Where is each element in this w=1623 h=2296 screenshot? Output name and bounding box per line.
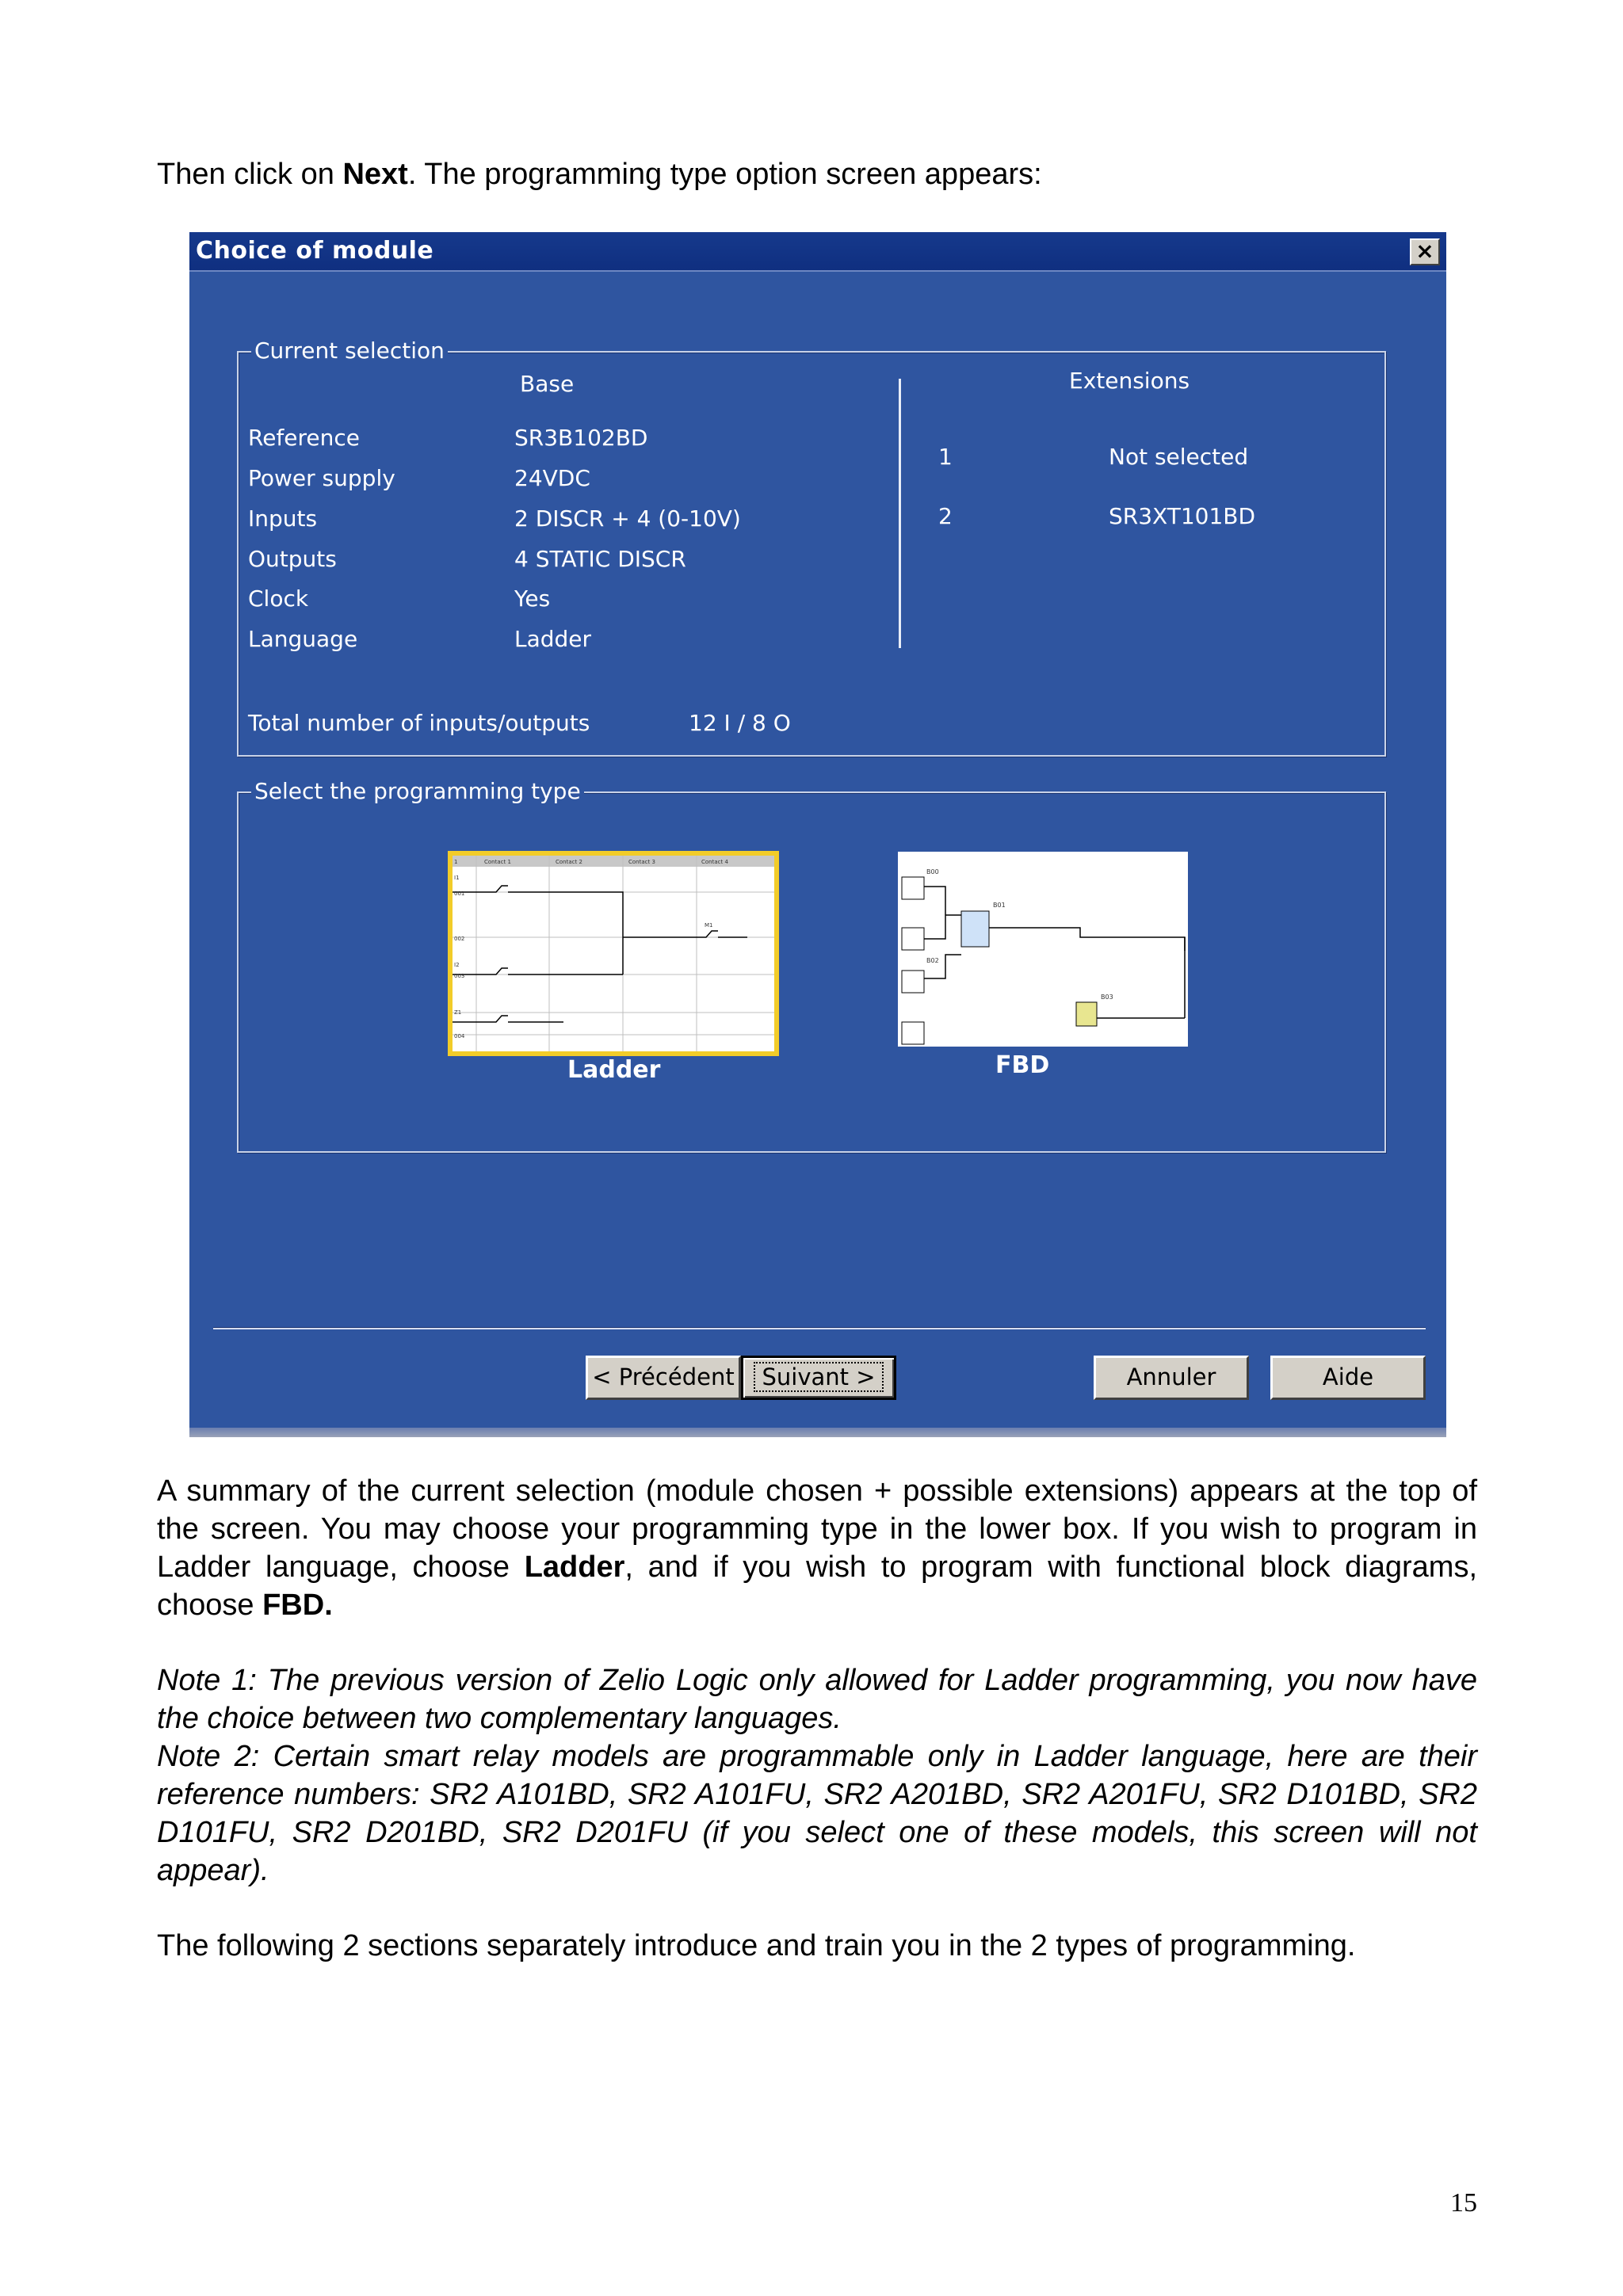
extension-2-number: 2 — [938, 503, 953, 529]
svg-text:Z1: Z1 — [454, 1009, 462, 1016]
svg-text:003: 003 — [454, 973, 465, 979]
previous-button[interactable]: < Précédent — [586, 1356, 741, 1400]
current-selection-legend: Current selection — [251, 338, 448, 364]
current-selection-group — [237, 338, 1386, 757]
svg-text:M1: M1 — [705, 922, 713, 929]
extension-1-value: Not selected — [1109, 444, 1249, 470]
extension-1-number: 1 — [938, 444, 953, 470]
svg-text:B01: B01 — [993, 902, 1006, 909]
note-1: Note 1: The previous version of Zelio Logic only allowed for Ladder programming, you now have the choice between two complementary languages. — [157, 1664, 1477, 1735]
svg-text:Contact 3: Contact 3 — [628, 859, 655, 865]
outputs-label: Outputs — [248, 546, 337, 572]
note-2: Note 2: Certain smart relay models are programmable only in Ladder language, here are their reference numbers: SR2 A101BD, SR2 A101FU, SR2 A201BD, SR2 A201FU, SR2 D101BD, SR2 D101FU, SR2 D201BD, SR2 D201FU (if you select one of these models, this screen will not appear). — [157, 1740, 1477, 1887]
svg-text:B00: B00 — [926, 868, 939, 875]
ladder-word: Ladder — [524, 1550, 625, 1584]
language-label: Language — [248, 626, 358, 652]
svg-text:001: 001 — [454, 891, 465, 897]
dialog-bottom-edge — [189, 1428, 1446, 1437]
intro-paragraph — [157, 155, 1477, 193]
power-supply-value: 24VDC — [514, 465, 590, 491]
summary-paragraph: A summary of the current selection (module chosen + possible extensions) appears at the top of the screen. You may choose your programming type in the lower box. If you wish to program in Ladder language, choose Ladder, and if you wish to program with functional block diagrams, choose FBD. — [157, 1474, 1477, 1622]
close-button[interactable]: × — [1410, 238, 1440, 265]
svg-text:B02: B02 — [926, 957, 939, 964]
following-sections-paragraph: The following 2 sections separately introduce and train you in the 2 types of programming. — [157, 1929, 1356, 1962]
fbd-option-label: FBD — [995, 1051, 1050, 1079]
total-io-value: 12 I / 8 O — [689, 710, 791, 736]
svg-text:004: 004 — [454, 1033, 465, 1039]
svg-text:002: 002 — [454, 936, 465, 942]
inputs-value: 2 DISCR + 4 (0-10V) — [514, 505, 741, 532]
svg-text:I2: I2 — [454, 962, 460, 968]
clock-value: Yes — [514, 585, 551, 612]
svg-text:1: 1 — [454, 859, 458, 865]
base-header: Base — [520, 371, 575, 397]
next-button[interactable]: Suivant > — [741, 1356, 896, 1400]
svg-text:B03: B03 — [1101, 994, 1113, 1001]
dialog-title: Choice of module — [196, 237, 434, 265]
selection-divider — [899, 379, 901, 648]
fbd-option[interactable] — [898, 852, 1188, 1047]
cancel-button[interactable]: Annuler — [1094, 1356, 1249, 1400]
outputs-value: 4 STATIC DISCR — [514, 546, 686, 572]
extensions-header: Extensions — [1069, 368, 1190, 394]
ladder-diagram-preview — [453, 856, 774, 1051]
programming-type-group — [237, 778, 1386, 1153]
svg-text:Contact 4: Contact 4 — [701, 859, 728, 865]
ladder-option[interactable] — [448, 851, 779, 1056]
intro-text-suffix: . The programming type option screen appears: — [407, 158, 1042, 191]
clock-label: Clock — [248, 585, 309, 612]
dialog-titlebar — [189, 232, 1446, 272]
power-supply-label: Power supply — [248, 465, 395, 491]
choice-of-module-dialog — [189, 232, 1446, 1437]
svg-text:Contact 1: Contact 1 — [484, 859, 511, 865]
language-value: Ladder — [514, 626, 592, 652]
reference-value: SR3B102BD — [514, 425, 648, 451]
intro-text-prefix: Then click on — [157, 158, 343, 191]
inputs-label: Inputs — [248, 505, 318, 532]
svg-text:I1: I1 — [454, 875, 460, 881]
fbd-diagram-preview — [898, 852, 1188, 1047]
page-number: 15 — [1450, 2188, 1477, 2218]
button-separator — [213, 1328, 1426, 1329]
svg-text:Contact 2: Contact 2 — [556, 859, 582, 865]
fbd-word: FBD. — [262, 1589, 333, 1622]
next-word: Next — [342, 158, 408, 191]
extension-2-value: SR3XT101BD — [1109, 503, 1256, 529]
reference-label: Reference — [248, 425, 360, 451]
help-button[interactable]: Aide — [1270, 1356, 1426, 1400]
programming-type-legend: Select the programming type — [251, 779, 584, 804]
total-io-label: Total number of inputs/outputs — [248, 710, 590, 736]
ladder-option-label: Ladder — [567, 1056, 661, 1084]
